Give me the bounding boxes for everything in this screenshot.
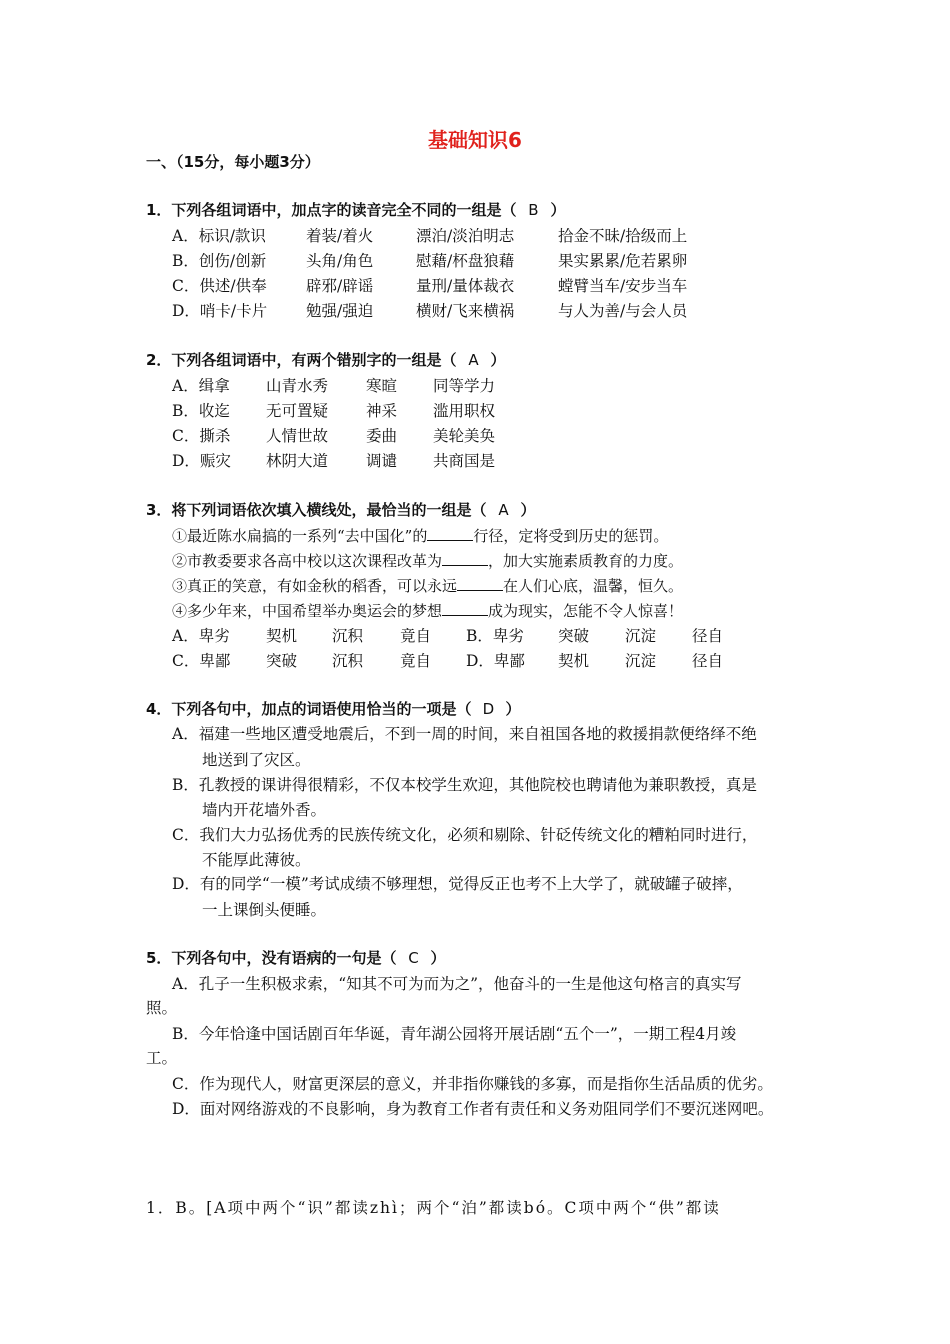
q3-sentence-4 [172,601,683,621]
q3-opt-b-4: 径自 [692,627,724,645]
q3-opt-d-4: 径自 [692,652,724,670]
q1-d-col3: 横财/飞来横祸 [416,302,515,320]
q3-opt-c-2: 突破 [266,652,298,670]
q4-item-c-line1: C．我们大力弘扬优秀的民族传统文化，必须和剔除、针砭传统文化的糟粕同时进行， [172,826,758,844]
q1-b-col4: 果实累累/危若累卵 [558,252,688,270]
q1-a-col3: 漂泊/淡泊明志 [416,227,515,245]
q3-sentence-2 [172,551,683,571]
q2-a-col1: A．缉拿 [172,377,230,395]
q5-line-d: D．面对网络游戏的不良影响，身为教育工作者有责任和义务劝阻同学们不要沉迷网吧。 [172,1100,774,1118]
q1-b-col3: 慰藉/杯盘狼藉 [416,252,515,270]
q2-c-col1: C．撕杀 [172,427,231,445]
q3-opt-b-3: 沉淀 [625,627,657,645]
q4-item-b-line1: B．孔教授的课讲得很精彩，不仅本校学生欢迎，其他院校也聘请他为兼职教授，真是 [172,776,757,794]
page-title: 基础知识6 [428,128,522,152]
q3-s2-blank [442,551,488,566]
q5-answer: C [408,949,419,967]
q1-b-col1: B．创伤/创新 [172,252,267,270]
q3-s4-after: 成为现实，怎能不令人惊喜！ [488,602,684,620]
q3-stem-text: 3．将下列词语依次填入横线处，最恰当的一组是（ [146,501,487,519]
q2-c-col3: 委曲 [366,427,398,445]
q2-c-col2: 人情世故 [266,427,329,445]
q3-s3-after: 在人们心底，温馨，恒久。 [503,577,684,595]
q5-stem [146,948,445,968]
q3-stem-close: ） [520,501,536,519]
q1-answer: B [528,201,539,219]
q3-s1-before: ①最近陈水扁搞的一系列“去中国化”的 [172,527,428,545]
q1-d-col2: 勉强/强迫 [306,302,374,320]
q2-d-col1: D．赈灾 [172,452,231,470]
q4-stem-text: 4．下列各句中，加点的词语使用恰当的一项是（ [146,700,472,718]
q3-opt-d-3: 沉淀 [625,652,657,670]
q5-line-c: C．作为现代人，财富更深层的意义，并非指你赚钱的多寡，而是指你生活品质的优劣。 [172,1075,773,1093]
answer-explanation: 1．B。[A项中两个“识”都读zhì；两个“泊”都读bó。C项中两个“供”都读 [146,1199,721,1217]
q3-opt-a-3: 沉积 [332,627,364,645]
q3-stem [146,500,535,520]
q3-s4-before: ④多少年来，中国希望举办奥运会的梦想 [172,602,443,620]
q1-a-col4: 拾金不昧/拾级而上 [558,227,688,245]
q4-item-d-line2: 一上课倒头便睡。 [202,901,327,919]
q3-s1-blank [427,526,473,541]
q5-line-b1: B．今年恰逢中国话剧百年华诞，青年湖公园将开展话剧“五个一”，一期工程4月竣 [172,1025,737,1043]
q1-c-col4: 螳臂当车/安步当车 [558,277,688,295]
q3-opt-c-4: 竟自 [400,652,432,670]
q4-answer: D [482,700,495,718]
q4-item-a-line1: A．福建一些地区遭受地震后，不到一周的时间，来自祖国各地的救援捐款便络绎不绝 [172,725,757,743]
q3-sentence-3 [172,576,683,596]
q1-a-col1: A．标识/款识 [172,227,266,245]
q5-line-a2: 照。 [146,999,178,1017]
q3-opt-b-1: B．卑劣 [466,627,524,645]
q1-a-col2: 着装/着火 [306,227,374,245]
q2-c-col4: 美轮美奂 [433,427,496,445]
q2-stem [146,350,505,370]
q2-stem-close: ） [490,351,506,369]
q3-opt-c-3: 沉积 [332,652,364,670]
q3-s1-after: 行径，定将受到历史的惩罚。 [473,527,669,545]
q3-s3-blank [457,576,503,591]
q2-d-col2: 林阴大道 [266,452,329,470]
q1-stem-text: 1．下列各组词语中，加点字的读音完全不同的一组是（ [146,201,517,219]
q4-item-a-line2: 地送到了灾区。 [202,751,311,769]
q1-c-col1: C．供述/供奉 [172,277,267,295]
q1-d-col4: 与人为善/与会人员 [558,302,688,320]
q2-d-col3: 调谴 [366,452,398,470]
q2-a-col2: 山青水秀 [266,377,329,395]
q2-d-col4: 共商国是 [433,452,496,470]
q4-item-c-line2: 不能厚此薄彼。 [202,851,311,869]
q3-sentence-1 [172,526,668,546]
q2-b-col3: 神采 [366,402,398,420]
q1-d-col1: D．哨卡/卡片 [172,302,268,320]
q3-s4-blank [442,601,488,616]
q4-stem [146,699,520,719]
q3-s3-before: ③真正的笑意，有如金秋的稻香，可以永远 [172,577,458,595]
q5-stem-close: ） [430,949,446,967]
q1-stem [146,200,565,220]
q5-line-a1: A．孔子一生积极求索，“知其不可为而为之”，他奋斗的一生是他这句格言的真实写 [172,975,742,993]
q2-b-col1: B．收迄 [172,402,230,420]
q1-b-col2: 头角/角色 [306,252,374,270]
section-heading: 一、（15分，每小题3分） [146,153,320,171]
q3-opt-c-1: C．卑鄙 [172,652,231,670]
q2-b-col4: 滥用职权 [433,402,496,420]
q1-c-col2: 辟邪/辟谣 [306,277,374,295]
q2-stem-text: 2．下列各组词语中，有两个错别字的一组是（ [146,351,457,369]
q3-answer: A [498,501,509,519]
q2-a-col3: 寒暄 [366,377,398,395]
q3-opt-b-2: 突破 [558,627,590,645]
q3-s2-before: ②市教委要求各高中校以这次课程改革为 [172,552,443,570]
q2-b-col2: 无可置疑 [266,402,329,420]
q2-answer: A [468,351,479,369]
q5-stem-text: 5．下列各句中，没有语病的一句是（ [146,949,397,967]
q4-item-b-line2: 墙内开花墙外香。 [202,801,327,819]
q3-opt-d-1: D．卑鄙 [466,652,525,670]
q3-opt-d-2: 契机 [558,652,590,670]
q5-line-b2: 工。 [146,1049,178,1067]
q4-stem-close: ） [505,700,521,718]
q2-a-col4: 同等学力 [433,377,496,395]
q3-opt-a-2: 契机 [266,627,298,645]
q3-opt-a-4: 竟自 [400,627,432,645]
q3-opt-a-1: A．卑劣 [172,627,230,645]
q3-s2-after: ，加大实施素质教育的力度。 [488,552,684,570]
q4-item-d-line1: D．有的同学“一模”考试成绩不够理想，觉得反正也考不上大学了，就破罐子破摔， [172,875,743,893]
q1-c-col3: 量刑/量体裁衣 [416,277,515,295]
q1-stem-close: ） [550,201,566,219]
